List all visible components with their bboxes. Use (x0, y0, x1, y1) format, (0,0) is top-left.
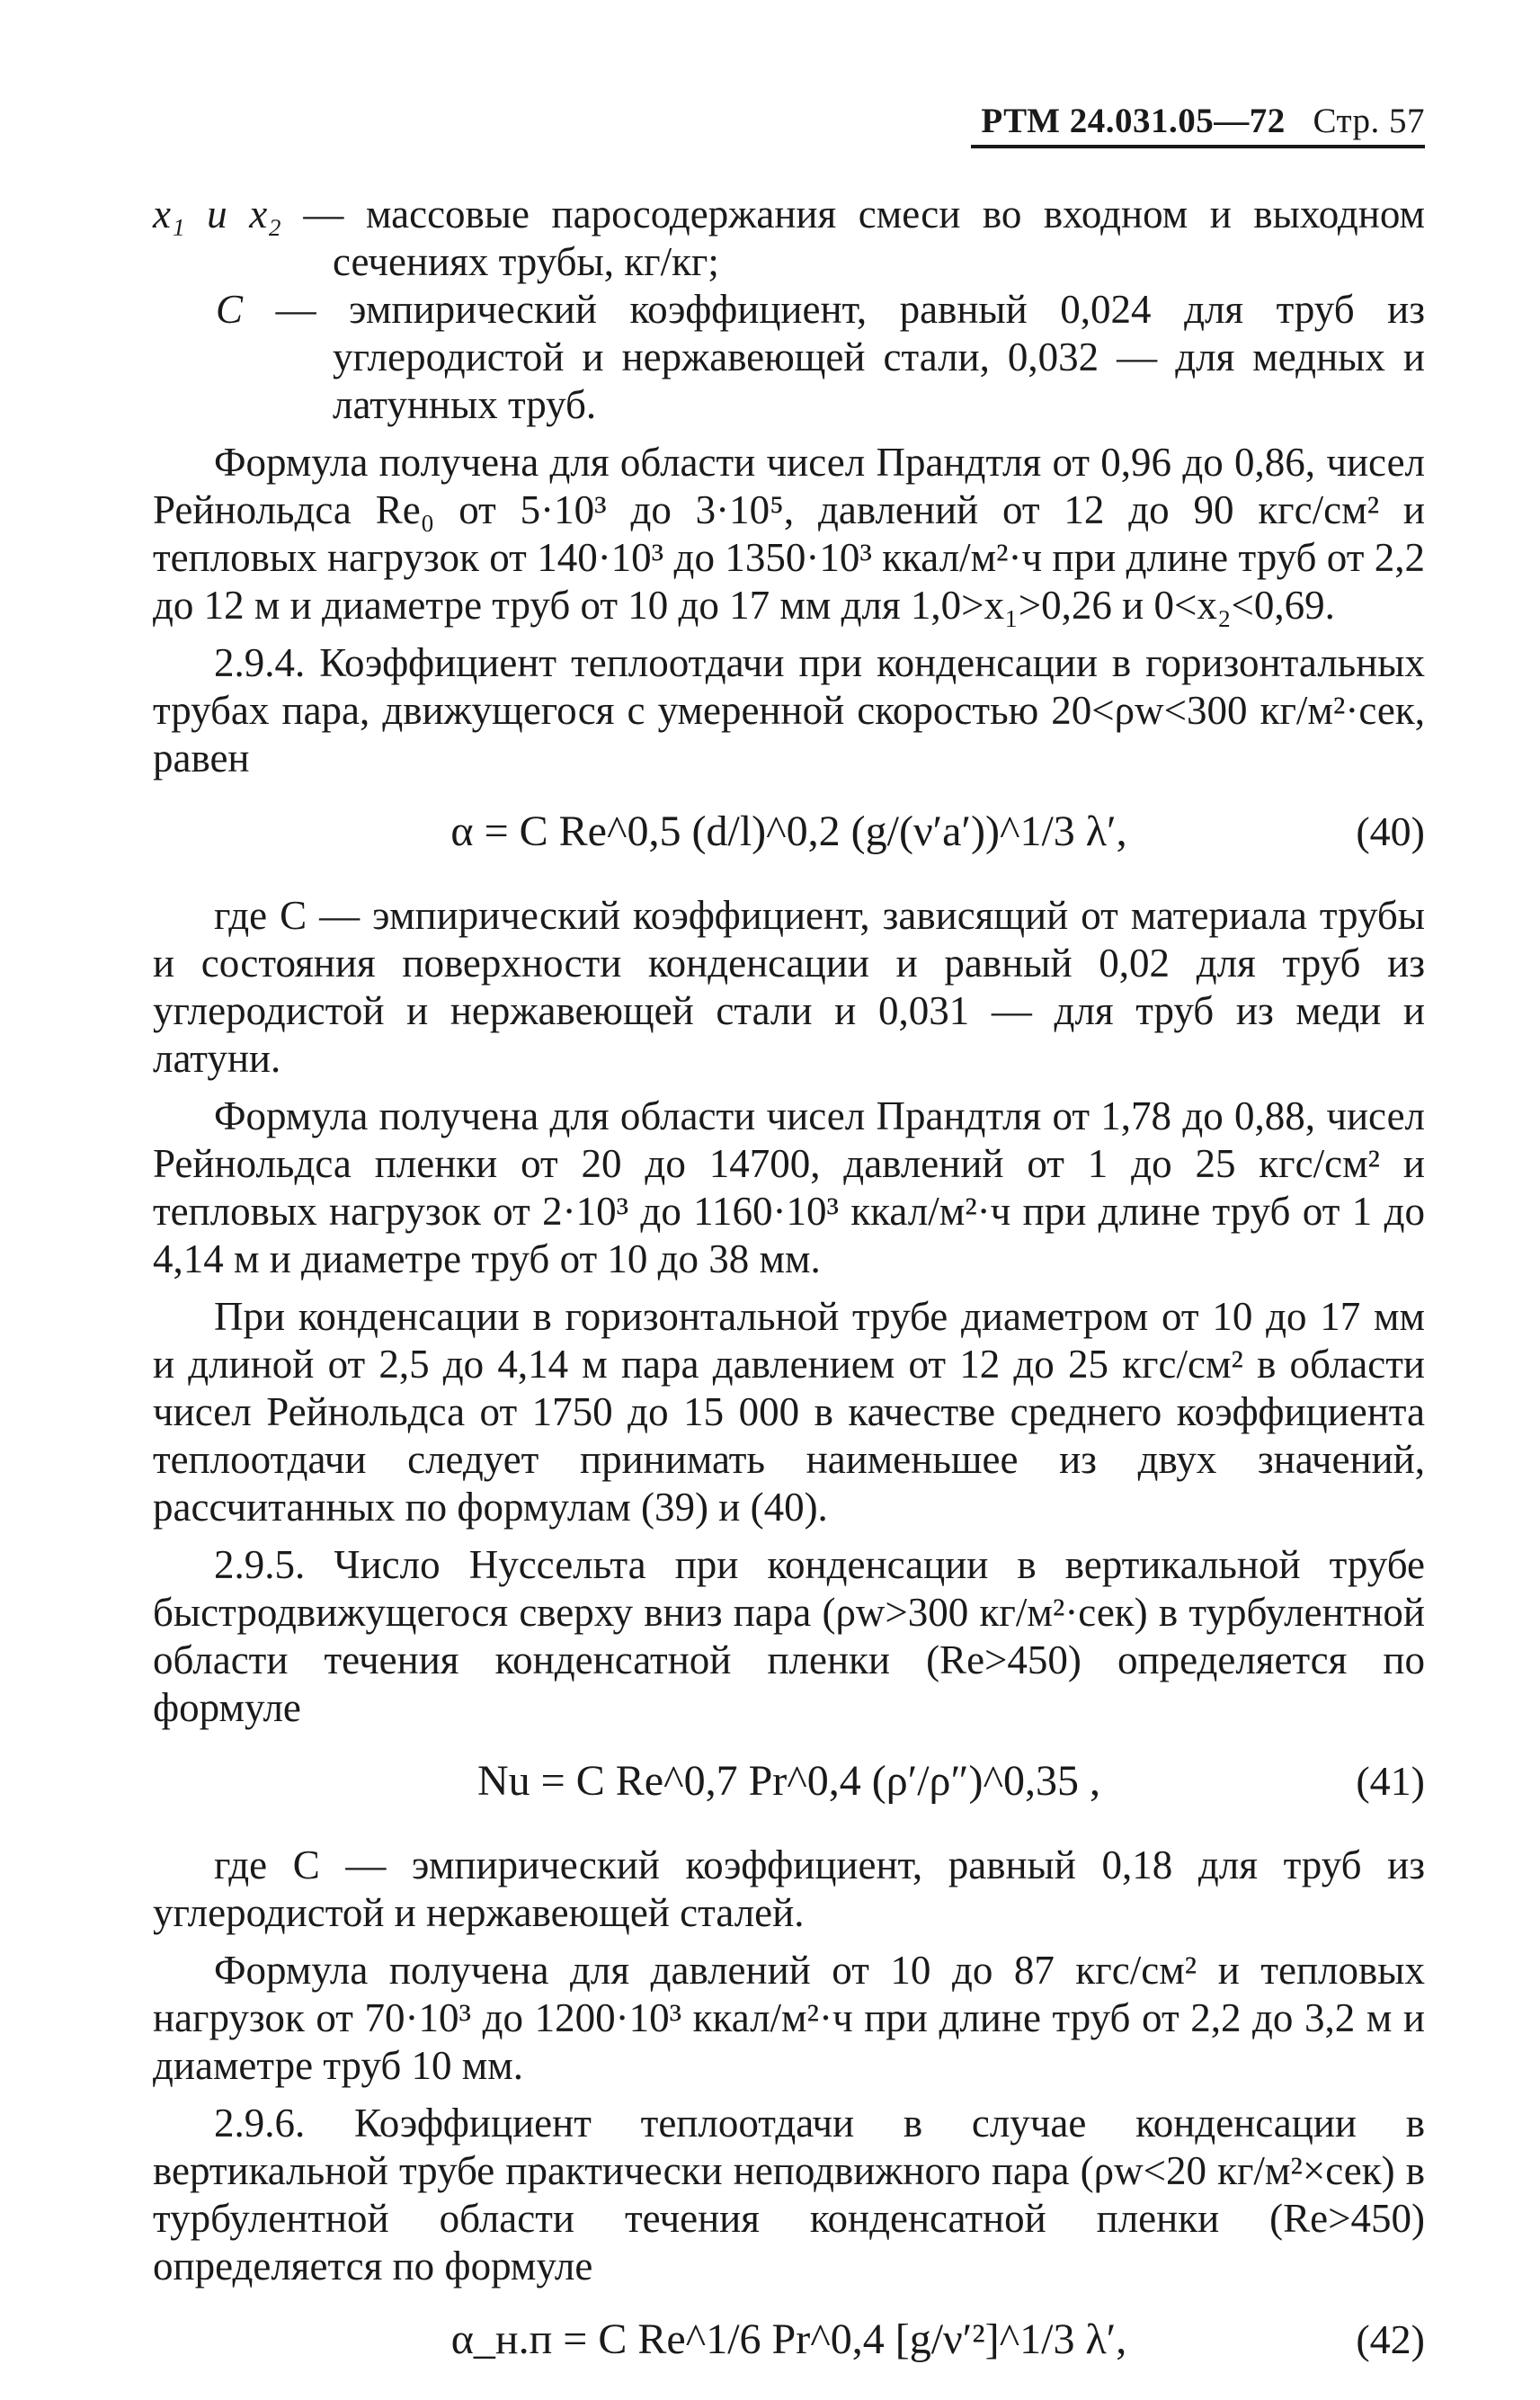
formula-number: (40) (1356, 808, 1425, 854)
definition-c (153, 286, 1425, 429)
formula-40 (153, 791, 1425, 881)
formula-expression: α = C Re^0,5 (d/l)^0,2 (g/(ν′a′))^1/3 λ′, (450, 807, 1127, 855)
section-2-9-5: 2.9.5. Число Нуссельта при конденсации в вертикальной трубе быстродвижущегося сверху вниз пара (ρw>300 кг/м²·сек) в турбулентной области течения конденсатной пленки (Re>450) определяется по формуле (153, 1542, 1425, 1730)
formula-expression: α_н.п = C Re^1/6 Pr^0,4 [g/ν′²]^1/3 λ′, (450, 2315, 1127, 2363)
paragraph: Формула получена для области чисел Прандтля от 0,96 до 0,86, чисел Рейнольдса Re₀ от 5·10³ до 3·10⁵, давлений от 12 до 90 кгс/см² и тепловых нагрузок от 140·10³ до 1350·10³ ккал/м²·ч при длине труб от 2,2 до 12 м и диаметре труб от 10 до 17 мм для 1,0>x₁>0,26 и 0<x₂<0,69. (153, 440, 1425, 628)
section-2-9-4: 2.9.4. Коэффициент теплоотдачи при конденсации в горизонтальных трубах пара, движущегося с умеренной скоростью 20<ρw<300 кг/м²·сек, равен (153, 640, 1425, 781)
paragraph: Формула получена для области чисел Прандтля от 1,78 до 0,88, чисел Рейнольдса пленки от 20 до 14700, давлений от 1 до 25 кгс/см² и тепловых нагрузок от 2·10³ до 1160·10³ ккал/м²·ч при длине труб от 1 до 4,14 м и диаметре труб от 10 до 38 мм. (153, 1093, 1425, 1281)
definition-text: — эмпирический коэффициент, равный 0,024 для труб из углеродистой и нержавеющей стали, 0,032 — для медных и латунных труб. (275, 287, 1425, 427)
paragraph: где C — эмпирический коэффициент, зависящий от материала трубы и состояния поверхности конденсации и равный 0,02 для труб из углеродистой и нержавеющей стали и 0,031 — для труб из меди и латуни. (153, 893, 1425, 1081)
section-2-9-6: 2.9.6. Коэффициент теплоотдачи в случае конденсации в вертикальной трубе практически неподвижного пара (ρw<20 кг/м²×сек) в турбулентной области течения конденсатной пленки (Re>450) определяется по формуле (153, 2101, 1425, 2288)
paragraph: Формула получена для давлений от 10 до 87 кгс/см² и тепловых нагрузок от 70·10³ до 1200·10³ ккал/м²·ч при длине труб от 2,2 до 3,2 м и диаметре труб 10 мм. (153, 1948, 1425, 2088)
page-header (971, 101, 1425, 148)
formula-number: (41) (1356, 1758, 1425, 1804)
formula-41 (153, 1741, 1425, 1831)
paragraph: где C — эмпирический коэффициент, равный 0,18 для труб из углеродистой и нержавеющей сталей. (153, 1842, 1425, 1935)
paragraph: При конденсации в горизонтальной трубе диаметром от 10 до 17 мм и длиной от 2,5 до 4,14 м пара давлением от 12 до 25 кгс/см² в области чисел Рейнольдса от 1750 до 15 000 в качестве среднего коэффициента теплоотдачи следует принимать наименьшее из двух значений, рассчитанных по формулам (39) и (40). (153, 1294, 1425, 1530)
formula-expression: Nu = C Re^0,7 Pr^0,4 (ρ′/ρ″)^0,35 , (476, 1757, 1101, 1805)
definition-term: x₁ и x₂ (153, 192, 281, 236)
definition-term: C (216, 287, 244, 332)
formula-42 (153, 2299, 1425, 2389)
definition-x1-x2 (153, 191, 1425, 286)
page-content (153, 191, 1425, 2400)
definition-text: — массовые паросодержания смеси во входном и выходном сечениях трубы, кг/кг; (303, 192, 1425, 284)
document-code: РТМ 24.031.05—72 (981, 102, 1286, 140)
page-number: Стр. 57 (1313, 102, 1425, 140)
formula-number: (42) (1356, 2316, 1425, 2362)
